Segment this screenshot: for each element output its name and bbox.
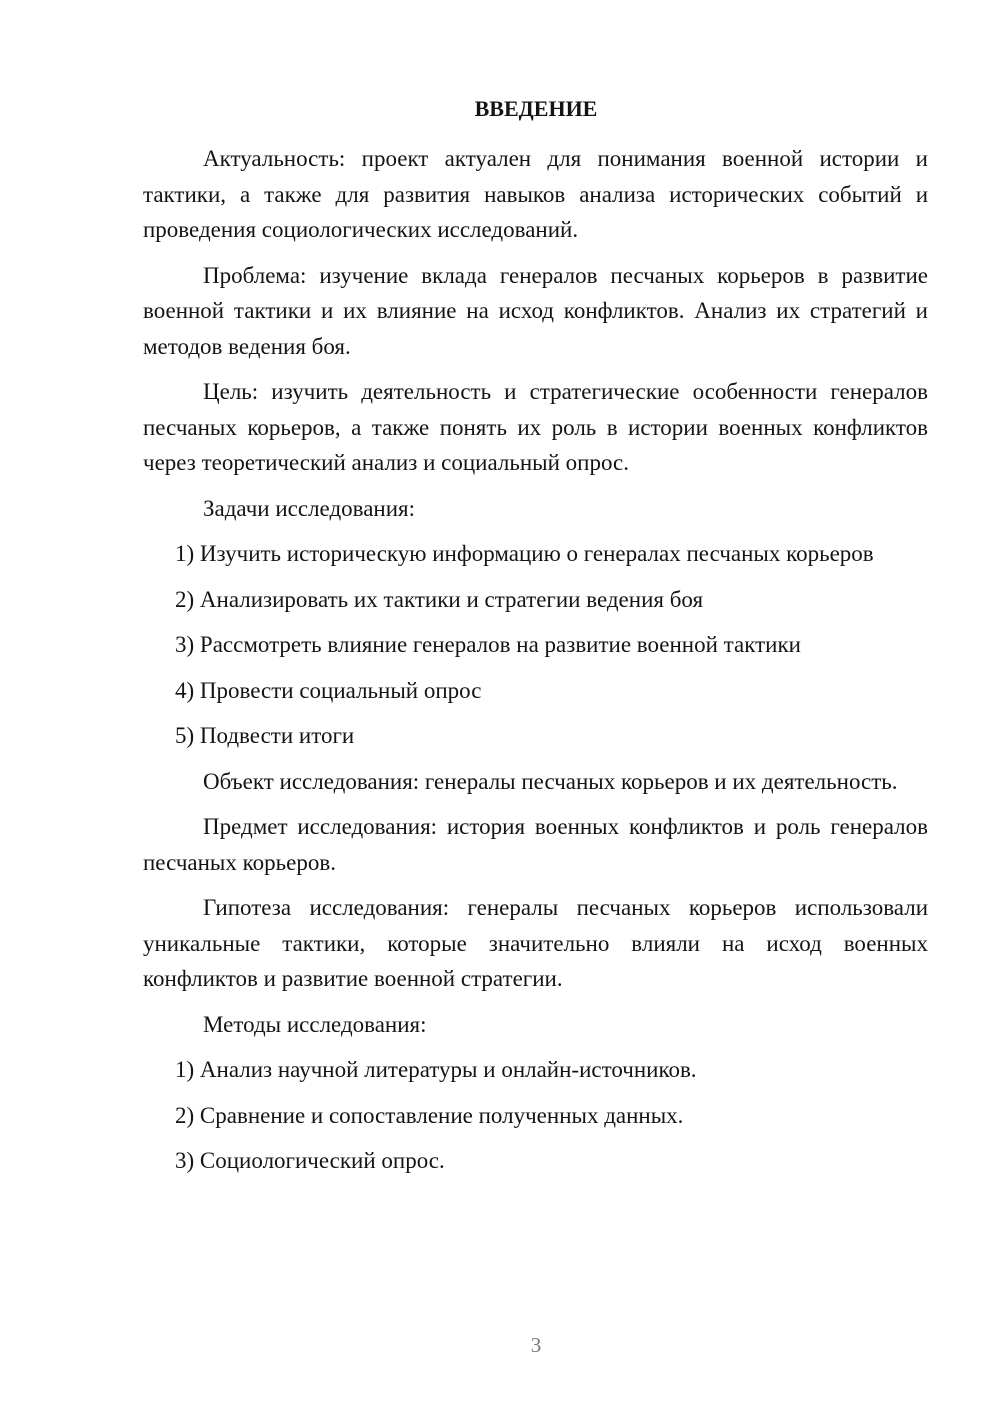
task-item: 5) Подвести итоги — [175, 723, 355, 748]
document-body — [143, 141, 928, 1189]
goal-paragraph: Цель: изучить деятельность и стратегические особенности генералов песчаных корьеров, а также понять их роль в истории военных конфликтов через теоретический анализ и социальный опрос. — [143, 379, 928, 475]
methods-heading: Методы исследования: — [203, 1011, 427, 1037]
page-title: ВВЕДЕНИЕ — [474, 96, 598, 121]
method-item: 1) Анализ научной литературы и онлайн-источников. — [175, 1057, 697, 1082]
subject-paragraph: Предмет исследования: история военных конфликтов и роль генералов песчаных корьеров. — [143, 814, 928, 875]
task-item: 1) Изучить историческую информацию о генералах песчаных корьеров — [175, 541, 874, 566]
problem-paragraph: Проблема: изучение вклада генералов песчаных корьеров в развитие военной тактики и их влияние на исход конфликтов. Анализ их стратегий и методов ведения боя. — [143, 262, 928, 359]
method-item: 3) Социологический опрос. — [175, 1148, 445, 1173]
tasks-heading: Задачи исследования: — [203, 495, 416, 521]
task-item: 4) Провести социальный опрос — [175, 677, 482, 703]
object-paragraph: Объект исследования: генералы песчаных корьеров и их деятельность. — [203, 768, 898, 794]
method-item: 2) Сравнение и сопоставление полученных данных. — [175, 1102, 684, 1128]
task-item: 3) Рассмотреть влияние генералов на развитие военной тактики — [175, 632, 801, 657]
task-item: 2) Анализировать их тактики и стратегии ведения боя — [175, 586, 704, 612]
page-number: 3 — [530, 1333, 542, 1357]
hypothesis-paragraph: Гипотеза исследования: генералы песчаных корьеров использовали уникальные тактики, которые значительно влияли на исход военных конфликтов и развитие военной стратегии. — [143, 895, 928, 991]
relevance-paragraph: Актуальность: проект актуален для понимания военной истории и тактики, а также для развития навыков анализа исторических событий и проведения социологических исследований. — [143, 146, 928, 242]
